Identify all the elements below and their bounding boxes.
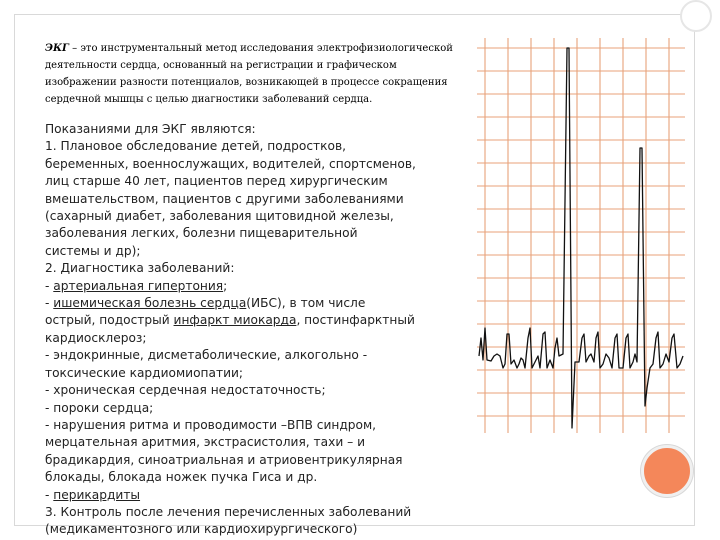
item-ihd bbox=[45, 295, 477, 312]
item-pericarditis bbox=[45, 487, 477, 504]
item-ihd-line3: кардиосклероз; bbox=[45, 330, 147, 345]
item1-line: лиц старше 40 лет, пациентов перед хирургическим bbox=[45, 174, 388, 189]
item-endocrine: - эндокринные, дисметаболические, алкогольно - bbox=[45, 348, 368, 363]
ecg-grid bbox=[477, 38, 685, 433]
item-defects: - пороки сердца; bbox=[45, 400, 154, 415]
item1-line: (сахарный диабет, заболевания щитовидной железы, bbox=[45, 209, 394, 224]
punctuation: ; bbox=[223, 278, 228, 293]
item1-line: вмешательством, пациентов с другими заболеваниями bbox=[45, 191, 404, 206]
slide-frame-left bbox=[14, 14, 15, 526]
ecg-strip-image bbox=[477, 38, 685, 433]
item-arrhythmia-line: мерцательная аритмия, экстрасистолия, тахи – и bbox=[45, 435, 366, 450]
item-endocrine-line2: токсические кардиомиопатии; bbox=[45, 365, 244, 380]
item-arrhythmia: - нарушения ритма и проводимости –ВПВ синдром, bbox=[45, 417, 377, 432]
ecg-trace bbox=[479, 48, 683, 428]
slide-frame-right bbox=[694, 14, 695, 526]
decor-circle-top-icon bbox=[680, 0, 712, 32]
item1-line: 1. Плановое обследование детей, подростков, bbox=[45, 139, 347, 154]
indications-heading: Показаниями для ЭКГ являются: bbox=[45, 122, 256, 136]
slide-frame-top bbox=[14, 14, 694, 15]
item-ihd-line2 bbox=[45, 312, 477, 329]
indications-block bbox=[45, 121, 477, 539]
item-chf: - хроническая сердечная недостаточность; bbox=[45, 383, 326, 398]
item3-line: (медикаментозного или кардиохирургического) bbox=[45, 522, 358, 537]
item1-line: заболевания легких, болезни пищеварительной bbox=[45, 226, 358, 241]
ihd-link[interactable]: ишемическая болезнь сердца bbox=[53, 296, 247, 311]
item2-heading: 2. Диагностика заболеваний: bbox=[45, 261, 235, 276]
item1-line: системы и др); bbox=[45, 243, 141, 258]
bullet-dash: - bbox=[45, 487, 54, 502]
bullet-dash: - bbox=[45, 278, 54, 293]
definition-text: – это инструментальный метод исследования электрофизиологической деятельности сердца, основанный на регистрации и графическом изображении разности потенциалов, возникающей в процессе сокращения сердечной мышцы с целью диагностики заболеваний сердца. bbox=[45, 43, 453, 105]
item3-line: 3. Контроль после лечения перечисленных заболеваний bbox=[45, 504, 412, 519]
definition-term: ЭКГ bbox=[45, 43, 69, 54]
ihd-line2-suffix: , постинфарктный bbox=[296, 313, 415, 328]
ecg-definition bbox=[45, 40, 465, 108]
ihd-suffix: (ИБС), в том числе bbox=[246, 296, 366, 311]
myocardial-infarction-link[interactable]: инфаркт миокарда bbox=[173, 313, 297, 328]
pericarditis-link[interactable]: перикардиты bbox=[53, 487, 141, 502]
item-hypertension bbox=[45, 278, 477, 295]
hypertension-link[interactable]: артериальная гипертония bbox=[53, 278, 224, 293]
ihd-line2-prefix: острый, подострый bbox=[45, 313, 174, 328]
item-arrhythmia-line: блокады, блокада ножек пучка Гиса и др. bbox=[45, 470, 318, 485]
bullet-dash: - bbox=[45, 296, 54, 311]
decor-circle-orange-icon bbox=[641, 445, 693, 497]
item1-line: беременных, военнослужащих, водителей, спортсменов, bbox=[45, 156, 416, 171]
item-arrhythmia-line: брадикардия, синоатриальная и атриовентрикулярная bbox=[45, 452, 403, 467]
